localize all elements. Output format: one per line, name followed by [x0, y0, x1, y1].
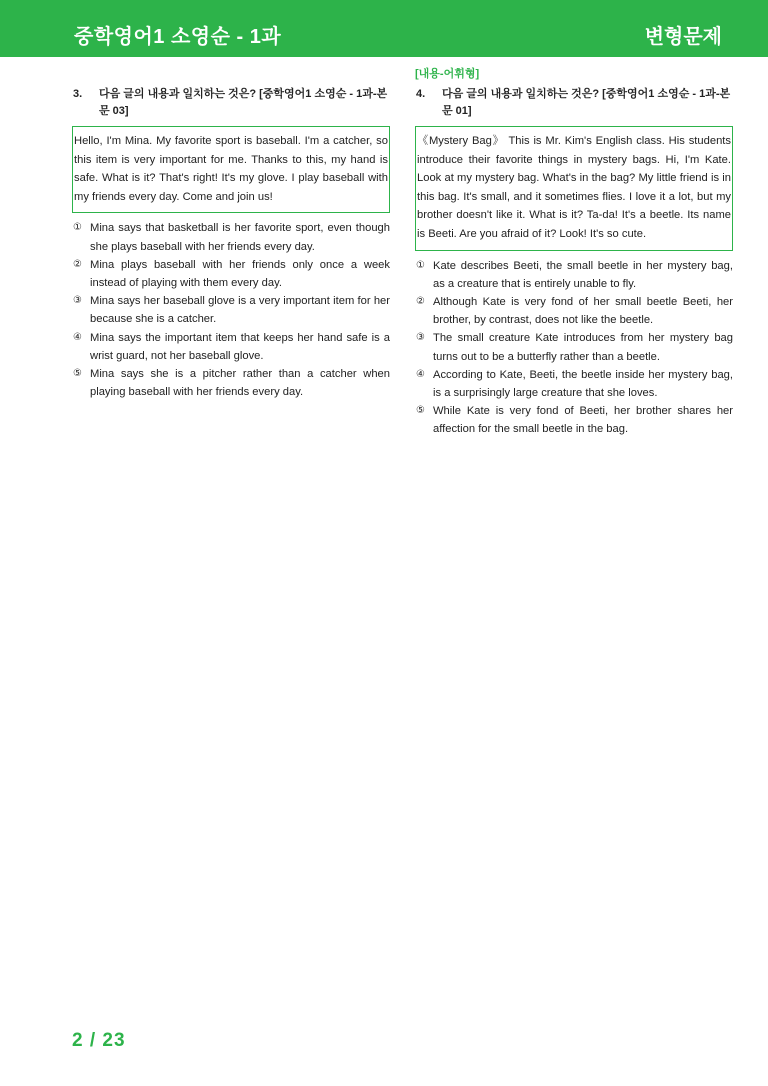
option-3[interactable] — [72, 292, 390, 328]
option-1[interactable] — [415, 257, 733, 293]
option-text: Mina says the important item that keeps her hand safe is a wrist guard, not her baseball glove. — [90, 331, 390, 362]
header-title: 중학영어1 소영순 - 1과 — [74, 26, 282, 48]
option-text: Mina says that basketball is her favorite sport, even though she plays baseball with her friends every day. — [90, 222, 390, 253]
option-marker: ④ — [416, 368, 425, 380]
option-marker: ③ — [416, 332, 425, 344]
option-marker: ② — [73, 258, 82, 270]
question-tag — [72, 66, 390, 82]
page-number: 2 / 23 — [72, 1030, 126, 1051]
option-text: Mina says she is a pitcher rather than a catcher when playing baseball with her friends every day. — [90, 368, 390, 399]
page-header — [0, 0, 768, 57]
option-text: The small creature Kate introduces from her mystery bag turns out to be a butterfly rather than a beetle. — [433, 332, 733, 363]
option-text: Kate describes Beeti, the small beetle in her mystery bag, as a creature that is entirely unable to fly. — [433, 259, 733, 290]
option-marker: ⑤ — [73, 368, 82, 379]
option-marker: ② — [416, 295, 425, 307]
question-number: 4. — [416, 88, 426, 100]
question-prompt — [72, 86, 390, 120]
question-3 — [72, 66, 390, 401]
option-text: Mina plays baseball with her friends only once a week instead of playing with them every day. — [90, 258, 390, 289]
option-text: Mina says her baseball glove is a very important item for her because she is a catcher. — [90, 295, 390, 326]
passage-box: 《Mystery Bag》 This is Mr. Kim's English class. His students introduce their favorite things in mystery bags. Hi, I'm Kate. Look at my mystery bag. What's in the bag? My little friend is in this bag. It's small, and it sometimes flies. I love it a lot, but my brother doesn't like it. What is it? Ta-da! It's a beetle. Its name is Beeti. Are you afraid of it? Look! It's so cute. — [415, 126, 733, 251]
option-4[interactable] — [415, 366, 733, 402]
option-text: According to Kate, Beeti, the beetle inside her mystery bag, is a surprisingly large creature that she loves. — [433, 368, 733, 399]
question-prompt — [415, 86, 733, 120]
options-list — [415, 257, 733, 439]
option-text: Although Kate is very fond of her small beetle Beeti, her brother, by contrast, does not like the beetle. — [433, 295, 733, 327]
question-text: 다음 글의 내용과 일치하는 것은? [중학영어1 소영순 - 1과-본문 01] — [442, 88, 731, 117]
option-3[interactable] — [415, 329, 733, 365]
option-2[interactable] — [415, 293, 733, 329]
option-marker: ③ — [73, 295, 82, 307]
option-marker: ① — [416, 259, 425, 271]
option-marker: ④ — [73, 331, 82, 343]
question-tag: [내용-어휘형] — [415, 68, 480, 80]
header-label: 변형문제 — [644, 26, 722, 48]
option-marker: ① — [73, 222, 82, 234]
option-marker: ⑤ — [416, 405, 425, 417]
option-2[interactable] — [72, 256, 390, 292]
passage-box: Hello, I'm Mina. My favorite sport is baseball. I'm a catcher, so this item is very important for me. Thanks to this, my hand is safe. What is it? That's right! It's my glove. I play baseball with my friends every day. Come and join us! — [72, 126, 390, 213]
option-text: While Kate is very fond of Beeti, her brother shares her affection for the small beetle in the bag. — [433, 405, 733, 436]
option-1[interactable] — [72, 219, 390, 255]
question-text: 다음 글의 내용과 일치하는 것은? [중학영어1 소영순 - 1과-본문 03] — [99, 88, 388, 117]
question-number: 3. — [73, 88, 83, 100]
question-4 — [415, 66, 733, 439]
option-5[interactable] — [72, 365, 390, 401]
option-5[interactable] — [415, 402, 733, 438]
option-4[interactable] — [72, 329, 390, 365]
options-list — [72, 219, 390, 401]
